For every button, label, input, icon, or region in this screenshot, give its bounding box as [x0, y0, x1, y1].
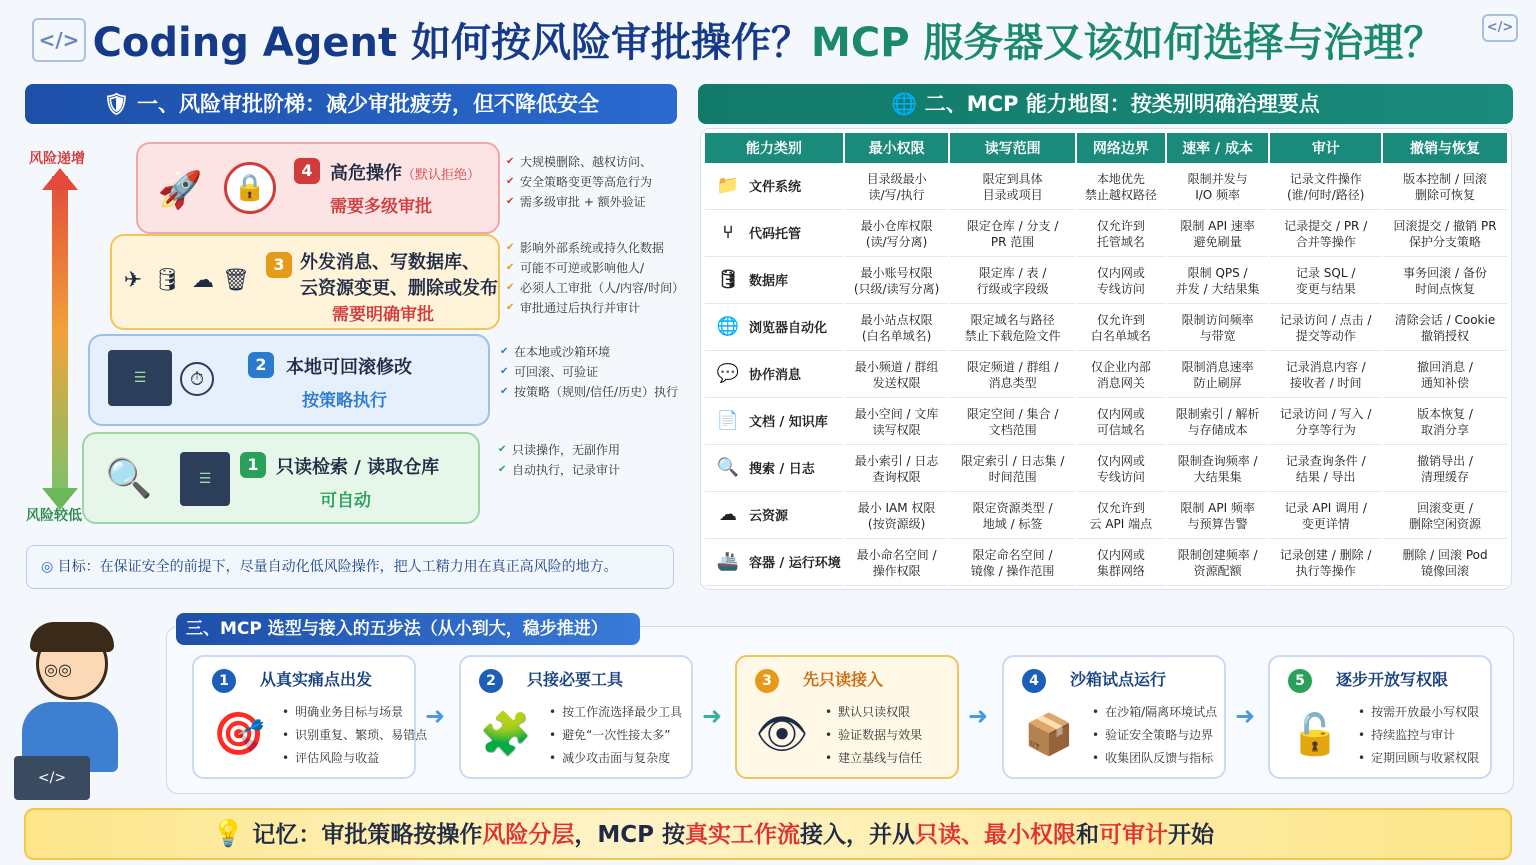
level-3-badge: 3 — [266, 252, 292, 278]
category-cell — [705, 165, 843, 210]
table-cell: 记录提交 / PR / 合并等操作 — [1270, 212, 1381, 257]
table-cell: 限制查询频率 / 大结果集 — [1167, 447, 1269, 492]
category-label: 协作消息 — [749, 368, 802, 383]
step-card-4: 4 沙箱试点运行 📦 • 在沙箱/隔离环境试点 • 验证安全策略与边界 • 收集团队反馈与指标 — [1002, 655, 1226, 779]
category-icon: 🔍 — [716, 457, 740, 478]
eye-icon: 👁 — [755, 709, 809, 758]
table-cell: 仅内网或 集群网络 — [1077, 541, 1165, 586]
category-icon: ⑂ — [722, 222, 734, 243]
table-cell: 限制 API 速率 避免刷量 — [1167, 212, 1269, 257]
table-cell: 仅内网或 专线访问 — [1077, 259, 1165, 304]
table-header: 撤销与恢复 — [1383, 133, 1507, 163]
puzzle-icon: 🧩 — [479, 709, 533, 758]
category-label: 文件系统 — [749, 180, 802, 195]
table-cell: 限定资源类型 / 地域 / 标签 — [950, 494, 1075, 539]
table-header: 速率 / 成本 — [1167, 133, 1269, 163]
trash-icon: 🗑 — [222, 267, 250, 293]
level-1-badge: 1 — [240, 452, 266, 478]
send-icon: ✈ — [123, 267, 143, 293]
level-4-name: 高危操作（默认拒绝） — [330, 163, 481, 184]
level-4-notes: ✔ 大规模删除、越权访问、 ✔ 安全策略变更等高危行为 ✔ 需多级审批 + 额外验证 — [506, 152, 652, 212]
mcp-capability-table — [703, 131, 1509, 588]
table-cell: 记录访问 / 写入 / 分享等行为 — [1270, 400, 1381, 445]
table-cell: 限制 API 频率 与预算告警 — [1167, 494, 1269, 539]
table-cell: 事务回滚 / 备份 时间点恢复 — [1383, 259, 1507, 304]
arrow-right-icon: ➜ — [1235, 702, 1256, 730]
level-3-card — [110, 234, 500, 330]
table-cell: 记录 SQL / 变更与结果 — [1270, 259, 1381, 304]
level-2-name: 本地可回滚修改 — [286, 357, 412, 378]
cloud-icon: ☁ — [192, 267, 214, 293]
risk-up-label: 风险递增 — [29, 151, 85, 167]
level-4-badge: 4 — [294, 158, 320, 184]
category-label: 容器 / 运行环境 — [749, 556, 841, 571]
laptop-code-icon: </> — [14, 756, 90, 800]
table-cell: 版本恢复 / 取消分享 — [1383, 400, 1507, 445]
level-1-card — [82, 432, 480, 524]
category-cell — [705, 541, 843, 586]
table-cell: 最小账号权限 (只级/读写分离) — [845, 259, 949, 304]
table-cell: 记录 API 调用 / 变更详情 — [1270, 494, 1381, 539]
table-row — [705, 306, 1507, 351]
database-icon: 🛢 — [153, 267, 181, 293]
level-2-notes: ✔ 在本地或沙箱环境 ✔ 可回滚、可验证 ✔ 按策略（规则/信任/历史）执行 — [500, 342, 678, 402]
table-cell: 记录文件操作 (谁/何时/路径) — [1270, 165, 1381, 210]
risk-low-label: 风险较低 — [26, 508, 82, 524]
table-cell: 限定空间 / 集合 / 文档范围 — [950, 400, 1075, 445]
category-icon: 🚢 — [716, 551, 740, 572]
category-cell — [705, 447, 843, 492]
table-row — [705, 165, 1507, 210]
sandbox-box-icon: 📦 — [1024, 711, 1074, 758]
table-cell: 仅企业内部 消息网关 — [1077, 353, 1165, 398]
category-label: 浏览器自动化 — [749, 321, 828, 336]
category-icon: 🌐 — [716, 316, 740, 337]
history-icon: ⏱ — [180, 362, 214, 396]
category-cell — [705, 212, 843, 257]
memory-banner: 💡 记忆：审批策略按操作风险分层，MCP 按真实工作流接入，并从只读、最小权限和可审计开始 — [24, 808, 1512, 860]
section2-header: 🌐 二、MCP 能力地图：按类别明确治理要点 — [698, 84, 1513, 124]
level-1-action: 可自动 — [320, 491, 371, 511]
level-2-action: 按策略执行 — [302, 391, 387, 411]
category-label: 云资源 — [749, 509, 789, 524]
category-icon: ☁ — [719, 504, 737, 525]
table-cell: 回滚提交 / 撤销 PR 保护分支策略 — [1383, 212, 1507, 257]
table-header: 能力类别 — [705, 133, 843, 163]
table-row — [705, 494, 1507, 539]
table-cell: 记录查询条件 / 结果 / 导出 — [1270, 447, 1381, 492]
table-cell: 记录访问 / 点击 / 提交等动作 — [1270, 306, 1381, 351]
table-cell: 限定命名空间 / 镜像 / 操作范围 — [950, 541, 1075, 586]
target-icon: 🎯 — [212, 709, 266, 758]
table-cell: 本地优先 禁止越权路径 — [1077, 165, 1165, 210]
table-cell: 最小空间 / 文库 读写权限 — [845, 400, 949, 445]
table-cell: 限定到具体 目录或项目 — [950, 165, 1075, 210]
section1-header: 🛡 一、风险审批阶梯：减少审批疲劳，但不降低安全 — [25, 84, 677, 124]
table-cell: 撤回消息 / 通知补偿 — [1383, 353, 1507, 398]
table-cell: 最小 IAM 权限 (按资源级) — [845, 494, 949, 539]
table-cell: 清除会话 / Cookie 撤销授权 — [1383, 306, 1507, 351]
table-row — [705, 447, 1507, 492]
table-row — [705, 212, 1507, 257]
level-4-card — [136, 142, 500, 234]
table-cell: 最小索引 / 日志 查询权限 — [845, 447, 949, 492]
arrow-right-icon: ➜ — [425, 702, 446, 730]
level-3-action: 需要明确审批 — [332, 305, 434, 325]
table-cell: 最小命名空间 / 操作权限 — [845, 541, 949, 586]
step-card-1: 1 从真实痛点出发 🎯 • 明确业务目标与场景 • 识别重复、繁琐、易错点 • 评估风险与收益 — [192, 655, 416, 779]
table-cell: 限定库 / 表 / 行级或字段级 — [950, 259, 1075, 304]
arrow-right-icon: ➜ — [702, 702, 723, 730]
table-cell: 限制创建频率 / 资源配额 — [1167, 541, 1269, 586]
category-label: 搜索 / 日志 — [749, 462, 815, 477]
table-cell: 限制索引 / 解析 与存储成本 — [1167, 400, 1269, 445]
table-cell: 仅允许到 白名单域名 — [1077, 306, 1165, 351]
level-3-name-line1: 外发消息、写数据库、 — [300, 252, 480, 273]
level-2-badge: 2 — [248, 352, 274, 378]
table-row — [705, 259, 1507, 304]
table-cell: 记录消息内容 / 接收者 / 时间 — [1270, 353, 1381, 398]
table-cell: 撤销导出 / 清理缓存 — [1383, 447, 1507, 492]
table-header: 读写范围 — [950, 133, 1075, 163]
level-4-action: 需要多级审批 — [330, 197, 432, 217]
arrow-right-icon: ➜ — [968, 702, 989, 730]
category-cell — [705, 400, 843, 445]
table-row — [705, 541, 1507, 586]
table-cell: 限定索引 / 日志集 / 时间范围 — [950, 447, 1075, 492]
table-cell: 限制消息速率 防止刷屏 — [1167, 353, 1269, 398]
table-header: 最小权限 — [845, 133, 949, 163]
level-1-name: 只读检索 / 读取仓库 — [276, 457, 440, 478]
table-cell: 限定频道 / 群组 / 消息类型 — [950, 353, 1075, 398]
table-row — [705, 400, 1507, 445]
category-icon: 🛢 — [716, 269, 740, 290]
level-3-notes: ✔ 影响外部系统或持久化数据 ✔ 可能不可逆或影响他人/ ✔ 必须人工审批（人/内容/时间） ✔ 审批通过后执行并审计 — [506, 238, 684, 318]
level-3-name-line2: 云资源变更、删除或发布 — [300, 278, 498, 299]
risk-arrow — [52, 176, 68, 492]
category-label: 代码托管 — [749, 227, 802, 242]
category-icon: 💬 — [716, 363, 740, 384]
level-2-card — [88, 334, 490, 426]
step-card-5: 5 逐步开放写权限 🔓 • 按需开放最小写权限 • 持续监控与审计 • 定期回顾与收紧权限 — [1268, 655, 1492, 779]
table-cell: 最小频道 / 群组 发送权限 — [845, 353, 949, 398]
section3-header: 三、MCP 选型与接入的五步法（从小到大，稳步推进） — [176, 613, 640, 645]
code-file-icon: ☰ — [180, 452, 230, 506]
developer-mascot — [10, 622, 120, 792]
table-cell: 目录级最小 读/写/执行 — [845, 165, 949, 210]
table-cell: 仅内网或 专线访问 — [1077, 447, 1165, 492]
code-icon: </> — [32, 18, 86, 62]
unlock-icon: 🔓 — [1290, 711, 1340, 758]
table-cell: 仅允许到 托管域名 — [1077, 212, 1165, 257]
shield-icon: 🛡 — [103, 92, 130, 116]
table-cell: 限制访问频率 与带宽 — [1167, 306, 1269, 351]
category-cell — [705, 306, 843, 351]
table-cell: 最小仓库权限 (读/写分离) — [845, 212, 949, 257]
magnifier-icon: 🔍 — [105, 455, 153, 500]
category-cell — [705, 259, 843, 304]
lightbulb-icon: 💡 — [212, 819, 245, 849]
step-card-2: 2 只接必要工具 🧩 • 按工作流选择最少工具 • 避免“一次性接太多” • 减少攻击面与复杂度 — [459, 655, 693, 779]
code-window-icon: </> — [1482, 14, 1518, 42]
table-cell: 最小站点权限 (白名单域名) — [845, 306, 949, 351]
table-cell: 删除 / 回滚 Pod 镜像回滚 — [1383, 541, 1507, 586]
category-icon: 📄 — [716, 410, 740, 431]
laptop-icon: ☰ — [108, 350, 172, 406]
page-title: Coding Agent 如何按风险审批操作？MCP 服务器又该如何选择与治理？ — [92, 20, 1444, 66]
category-label: 数据库 — [749, 274, 789, 289]
category-icon: 📁 — [716, 175, 740, 196]
table-header: 网络边界 — [1077, 133, 1165, 163]
table-cell: 记录创建 / 删除 / 执行等操作 — [1270, 541, 1381, 586]
table-cell: 仅内网或 可信域名 — [1077, 400, 1165, 445]
goal-box: ◎ 目标：在保证安全的前提下，尽量自动化低风险操作，把人工精力用在真正高风险的地方。 — [26, 545, 674, 589]
step-card-3: 3 先只读接入 👁 • 默认只读权限 • 验证数据与效果 • 建立基线与信任 — [735, 655, 959, 779]
table-cell: 限定仓库 / 分支 / PR 范围 — [950, 212, 1075, 257]
table-cell: 限制 QPS / 并发 / 大结果集 — [1167, 259, 1269, 304]
lock-icon: 🔒 — [224, 162, 276, 214]
level-1-notes: ✔ 只读操作，无副作用 ✔ 自动执行，记录审计 — [498, 440, 620, 480]
table-cell: 限制并发与 I/O 频率 — [1167, 165, 1269, 210]
table-cell: 回滚变更 / 删除空闲资源 — [1383, 494, 1507, 539]
table-cell: 限定域名与路径 禁止下载危险文件 — [950, 306, 1075, 351]
category-cell — [705, 353, 843, 398]
globe-icon: 🌐 — [891, 92, 918, 116]
category-label: 文档 / 知识库 — [749, 415, 828, 430]
mcp-table-panel — [700, 128, 1512, 590]
rocket-icon: 🚀 — [157, 170, 203, 211]
table-header: 审计 — [1270, 133, 1381, 163]
target-icon: ◎ — [41, 559, 54, 575]
category-cell — [705, 494, 843, 539]
table-cell: 版本控制 / 回滚 删除可恢复 — [1383, 165, 1507, 210]
table-row — [705, 353, 1507, 398]
glasses-icon: ◎◎ — [44, 660, 72, 679]
table-cell: 仅允许到 云 API 端点 — [1077, 494, 1165, 539]
